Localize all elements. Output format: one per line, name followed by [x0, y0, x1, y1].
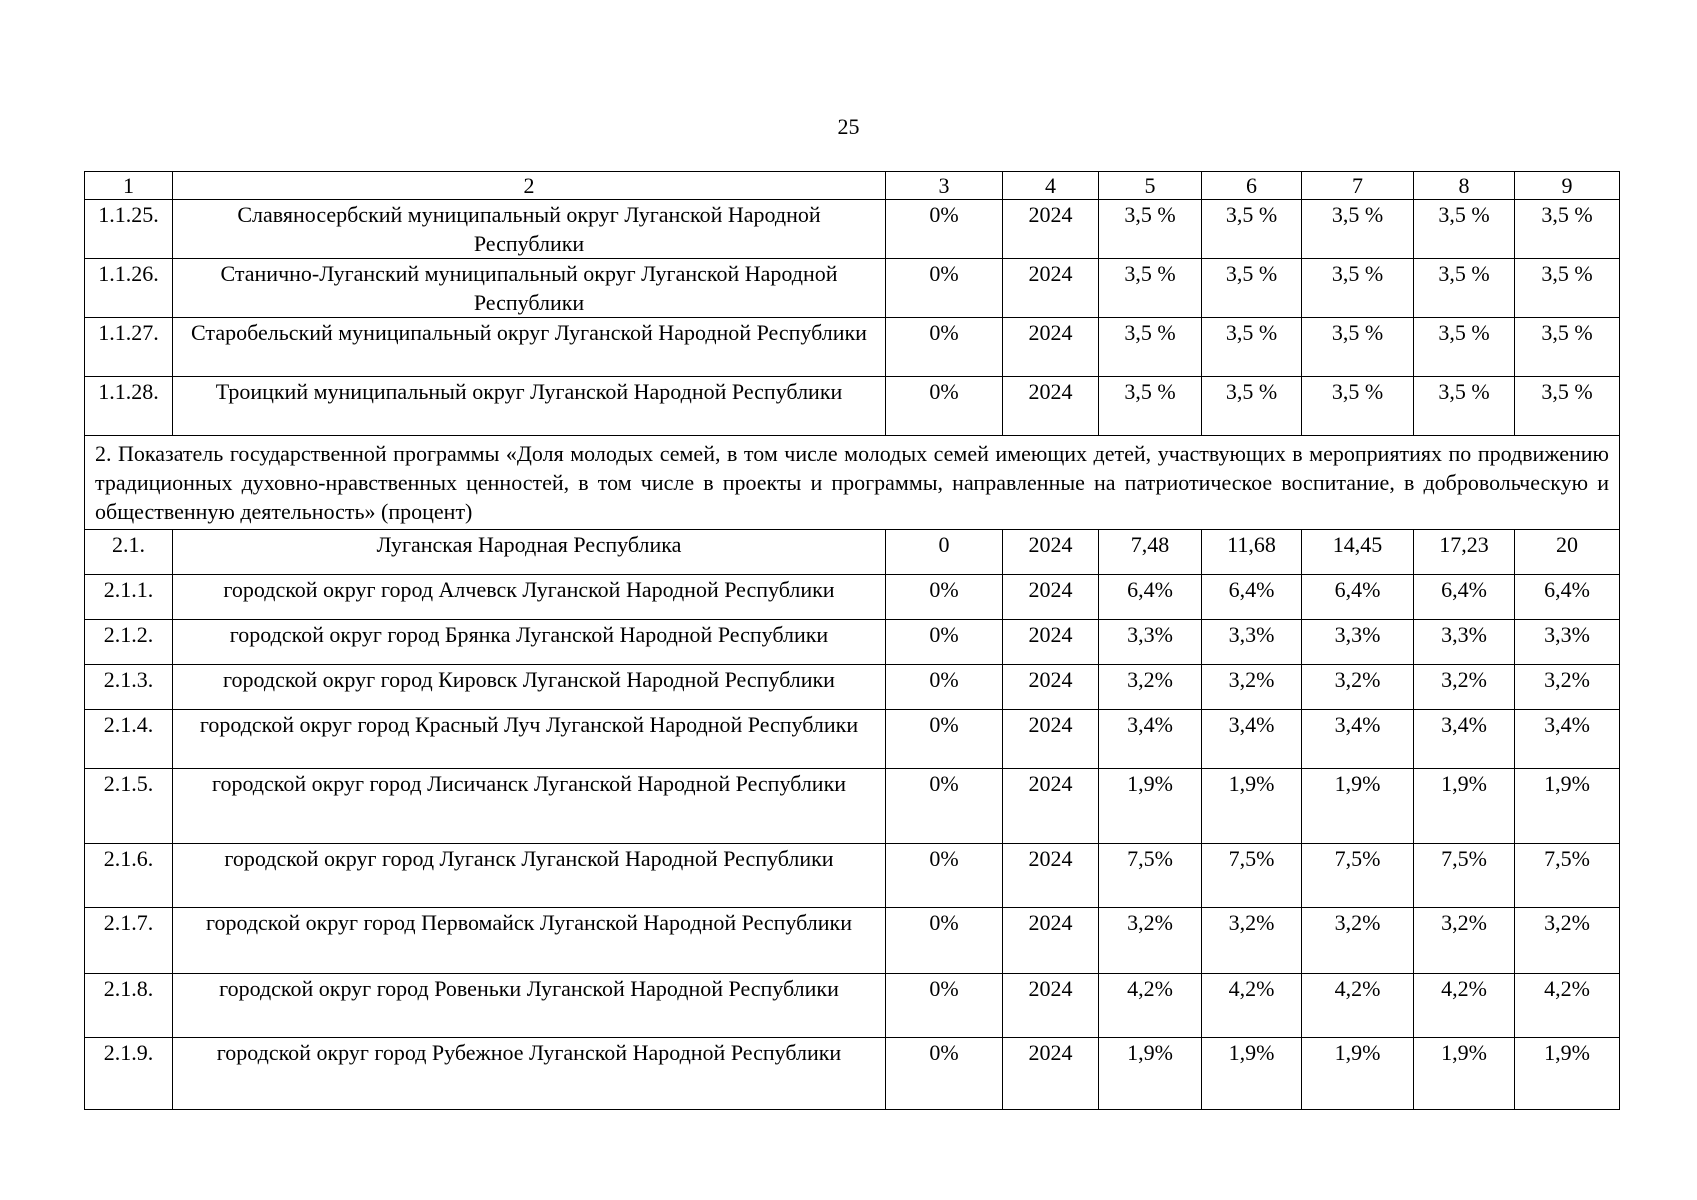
base-value: 0 — [886, 530, 1003, 575]
base-year: 2024 — [1003, 530, 1099, 575]
table-row — [85, 259, 1620, 318]
row-number: 2.1.9. — [85, 1038, 173, 1110]
row-name: городской округ город Брянка Луганской Народной Республики — [173, 620, 886, 665]
value-cell: 3,5 % — [1302, 318, 1414, 377]
value-cell: 3,4% — [1099, 710, 1202, 769]
value-cell: 11,68 — [1202, 530, 1302, 575]
value-cell: 3,3% — [1202, 620, 1302, 665]
value-cell: 1,9% — [1099, 769, 1202, 844]
value-cell: 4,2% — [1302, 974, 1414, 1038]
value-cell: 1,9% — [1302, 1038, 1414, 1110]
section-row — [85, 436, 1620, 530]
base-value: 0% — [886, 620, 1003, 665]
header-cell: 2 — [173, 172, 886, 200]
value-cell: 3,4% — [1414, 710, 1515, 769]
table-row — [85, 200, 1620, 259]
base-value: 0% — [886, 769, 1003, 844]
row-number: 2.1.2. — [85, 620, 173, 665]
row-name: городской округ город Первомайск Луганской Народной Республики — [173, 908, 886, 974]
value-cell: 4,2% — [1414, 974, 1515, 1038]
header-cell: 6 — [1202, 172, 1302, 200]
base-year: 2024 — [1003, 200, 1099, 259]
base-value: 0% — [886, 575, 1003, 620]
base-year: 2024 — [1003, 620, 1099, 665]
header-cell: 7 — [1302, 172, 1414, 200]
base-value: 0% — [886, 908, 1003, 974]
row-name: Станично-Луганский муниципальный округ Луганской Народной Республики — [173, 259, 886, 318]
value-cell: 1,9% — [1414, 1038, 1515, 1110]
value-cell: 3,5 % — [1202, 200, 1302, 259]
value-cell: 3,5 % — [1099, 377, 1202, 436]
table-row — [85, 844, 1620, 908]
value-cell: 3,2% — [1414, 908, 1515, 974]
value-cell: 3,5 % — [1414, 377, 1515, 436]
table-row — [85, 318, 1620, 377]
value-cell: 3,5 % — [1302, 259, 1414, 318]
value-cell: 1,9% — [1302, 769, 1414, 844]
table-row — [85, 575, 1620, 620]
row-number: 1.1.28. — [85, 377, 173, 436]
header-cell: 3 — [886, 172, 1003, 200]
base-value: 0% — [886, 200, 1003, 259]
base-value: 0% — [886, 844, 1003, 908]
row-name: городской округ город Алчевск Луганской Народной Республики — [173, 575, 886, 620]
value-cell: 3,5 % — [1202, 318, 1302, 377]
base-year: 2024 — [1003, 259, 1099, 318]
row-number: 2.1.1. — [85, 575, 173, 620]
value-cell: 3,5 % — [1202, 377, 1302, 436]
base-value: 0% — [886, 259, 1003, 318]
value-cell: 3,5 % — [1515, 318, 1620, 377]
value-cell: 4,2% — [1515, 974, 1620, 1038]
value-cell: 3,5 % — [1515, 259, 1620, 318]
base-value: 0% — [886, 665, 1003, 710]
row-name: Славяносербский муниципальный округ Луганской Народной Республики — [173, 200, 886, 259]
header-cell: 4 — [1003, 172, 1099, 200]
row-name: Старобельский муниципальный округ Луганской Народной Республики — [173, 318, 886, 377]
value-cell: 3,2% — [1099, 665, 1202, 710]
value-cell: 3,4% — [1202, 710, 1302, 769]
base-year: 2024 — [1003, 318, 1099, 377]
value-cell: 20 — [1515, 530, 1620, 575]
row-number: 2.1. — [85, 530, 173, 575]
base-value: 0% — [886, 710, 1003, 769]
table-row — [85, 665, 1620, 710]
base-year: 2024 — [1003, 575, 1099, 620]
value-cell: 1,9% — [1202, 1038, 1302, 1110]
value-cell: 3,3% — [1414, 620, 1515, 665]
row-number: 2.1.3. — [85, 665, 173, 710]
base-value: 0% — [886, 377, 1003, 436]
value-cell: 7,5% — [1302, 844, 1414, 908]
row-number: 2.1.6. — [85, 844, 173, 908]
row-number: 2.1.4. — [85, 710, 173, 769]
table-row — [85, 908, 1620, 974]
row-name: городской округ город Луганск Луганской Народной Республики — [173, 844, 886, 908]
value-cell: 3,2% — [1515, 908, 1620, 974]
base-year: 2024 — [1003, 1038, 1099, 1110]
value-cell: 3,5 % — [1414, 318, 1515, 377]
base-value: 0% — [886, 1038, 1003, 1110]
value-cell: 3,2% — [1302, 908, 1414, 974]
value-cell: 6,4% — [1202, 575, 1302, 620]
value-cell: 3,5 % — [1302, 377, 1414, 436]
base-value: 0% — [886, 974, 1003, 1038]
value-cell: 1,9% — [1515, 769, 1620, 844]
value-cell: 7,5% — [1515, 844, 1620, 908]
value-cell: 1,9% — [1414, 769, 1515, 844]
value-cell: 3,4% — [1515, 710, 1620, 769]
value-cell: 3,5 % — [1099, 200, 1202, 259]
value-cell: 1,9% — [1515, 1038, 1620, 1110]
header-cell: 8 — [1414, 172, 1515, 200]
value-cell: 3,5 % — [1099, 259, 1202, 318]
row-name: городской округ город Ровеньки Луганской Народной Республики — [173, 974, 886, 1038]
value-cell: 3,5 % — [1302, 200, 1414, 259]
header-cell: 5 — [1099, 172, 1202, 200]
header-cell: 1 — [85, 172, 173, 200]
value-cell: 3,5 % — [1414, 259, 1515, 318]
value-cell: 3,5 % — [1515, 200, 1620, 259]
base-year: 2024 — [1003, 974, 1099, 1038]
header-row — [85, 172, 1620, 200]
value-cell: 7,48 — [1099, 530, 1202, 575]
value-cell: 7,5% — [1202, 844, 1302, 908]
row-name: городской округ город Лисичанск Луганской Народной Республики — [173, 769, 886, 844]
base-year: 2024 — [1003, 844, 1099, 908]
table-row — [85, 620, 1620, 665]
page-number: 25 — [837, 114, 860, 139]
row-name: Луганская Народная Республика — [173, 530, 886, 575]
value-cell: 7,5% — [1099, 844, 1202, 908]
row-number: 1.1.26. — [85, 259, 173, 318]
value-cell: 3,5 % — [1414, 200, 1515, 259]
row-number: 2.1.5. — [85, 769, 173, 844]
value-cell: 3,3% — [1515, 620, 1620, 665]
header-cell: 9 — [1515, 172, 1620, 200]
value-cell: 1,9% — [1202, 769, 1302, 844]
value-cell: 4,2% — [1099, 974, 1202, 1038]
row-number: 2.1.8. — [85, 974, 173, 1038]
indicator-table — [84, 171, 1620, 1110]
row-number: 2.1.7. — [85, 908, 173, 974]
value-cell: 3,2% — [1099, 908, 1202, 974]
value-cell: 3,3% — [1099, 620, 1202, 665]
table-row — [85, 1038, 1620, 1110]
value-cell: 17,23 — [1414, 530, 1515, 575]
value-cell: 1,9% — [1099, 1038, 1202, 1110]
value-cell: 3,4% — [1302, 710, 1414, 769]
base-year: 2024 — [1003, 377, 1099, 436]
value-cell: 3,5 % — [1099, 318, 1202, 377]
value-cell: 3,5 % — [1515, 377, 1620, 436]
value-cell: 6,4% — [1414, 575, 1515, 620]
table-row — [85, 769, 1620, 844]
base-year: 2024 — [1003, 769, 1099, 844]
table-row — [85, 974, 1620, 1038]
value-cell: 4,2% — [1202, 974, 1302, 1038]
value-cell: 3,5 % — [1202, 259, 1302, 318]
row-number: 1.1.27. — [85, 318, 173, 377]
base-value: 0% — [886, 318, 1003, 377]
value-cell: 7,5% — [1414, 844, 1515, 908]
value-cell: 3,2% — [1202, 665, 1302, 710]
base-year: 2024 — [1003, 710, 1099, 769]
value-cell: 6,4% — [1515, 575, 1620, 620]
row-name: городской округ город Красный Луч Луганской Народной Республики — [173, 710, 886, 769]
table-row — [85, 530, 1620, 575]
value-cell: 3,3% — [1302, 620, 1414, 665]
section-heading: 2. Показатель государственной программы «Доля молодых семей, в том числе молодых семей имеющих детей, участвующих в мероприятиях по продвижению традиционных духовно-нравственных ценностей, в том числе в проекты и программы, направленные на патриотическое воспитание, в добровольческую и общественную деятельность» (процент) — [85, 436, 1620, 530]
row-name: городской округ город Кировск Луганской Народной Республики — [173, 665, 886, 710]
value-cell: 3,2% — [1202, 908, 1302, 974]
table-row — [85, 377, 1620, 436]
value-cell: 14,45 — [1302, 530, 1414, 575]
value-cell: 3,2% — [1515, 665, 1620, 710]
base-year: 2024 — [1003, 908, 1099, 974]
value-cell: 3,2% — [1302, 665, 1414, 710]
value-cell: 3,2% — [1414, 665, 1515, 710]
table-row — [85, 710, 1620, 769]
row-name: Троицкий муниципальный округ Луганской Народной Республики — [173, 377, 886, 436]
row-number: 1.1.25. — [85, 200, 173, 259]
value-cell: 6,4% — [1302, 575, 1414, 620]
value-cell: 6,4% — [1099, 575, 1202, 620]
row-name: городской округ город Рубежное Луганской Народной Республики — [173, 1038, 886, 1110]
base-year: 2024 — [1003, 665, 1099, 710]
